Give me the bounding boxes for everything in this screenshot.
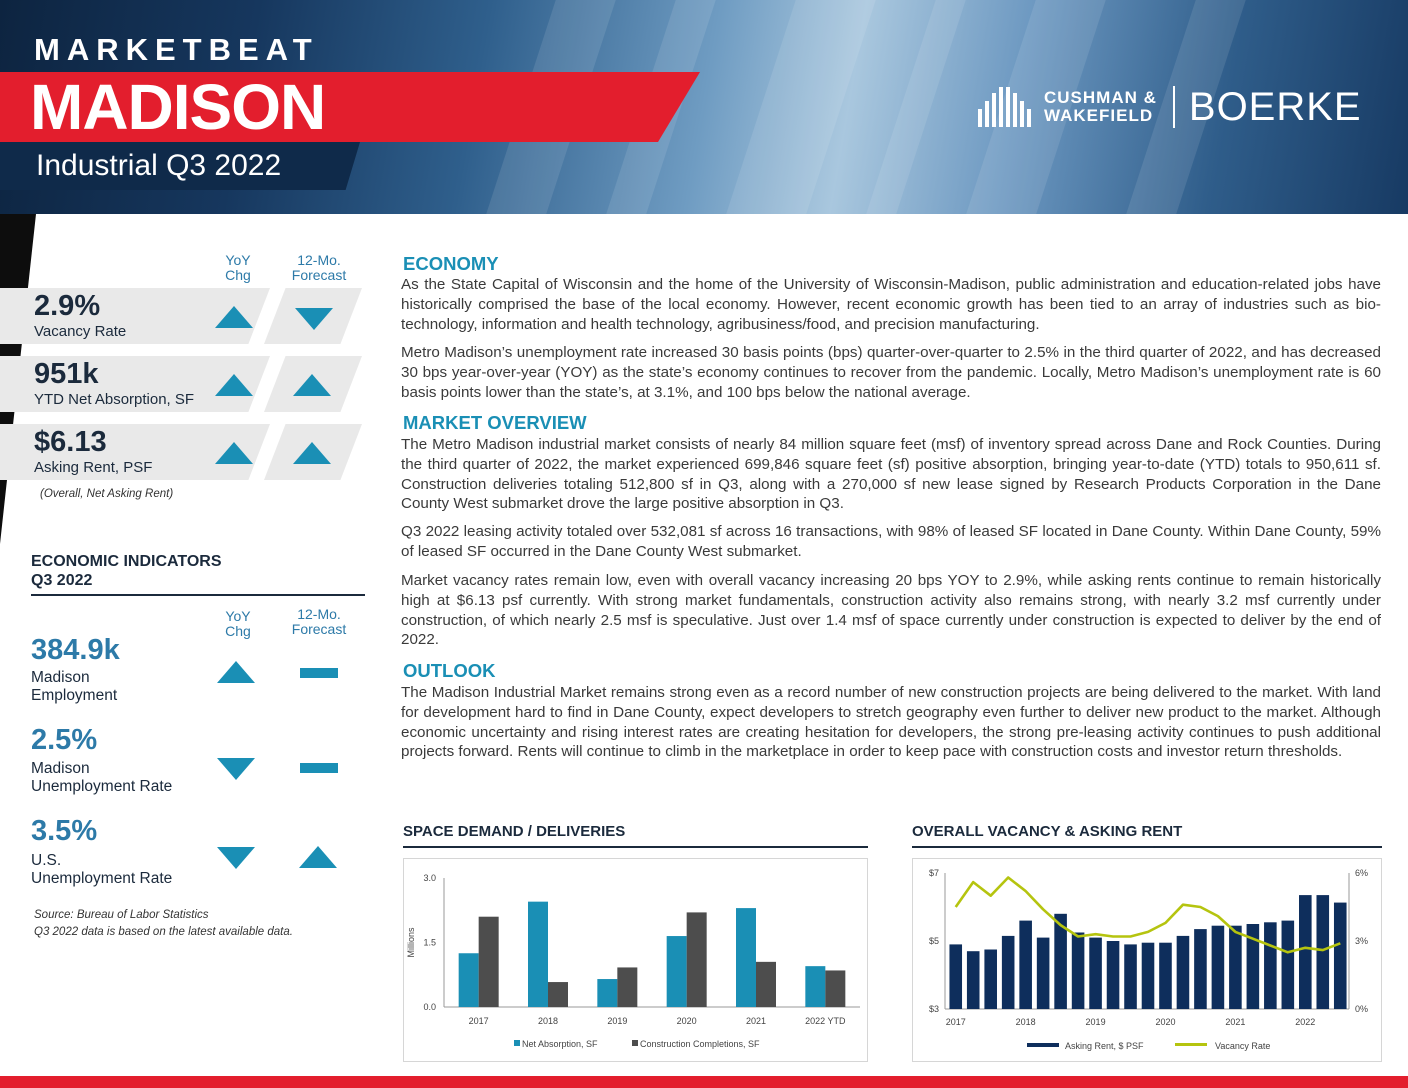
building-logo-icon bbox=[978, 87, 1034, 127]
outlook-heading: OUTLOOK bbox=[403, 660, 496, 681]
asking-rent-note: (Overall, Net Asking Rent) bbox=[40, 488, 174, 500]
bar-asking-rent bbox=[1194, 929, 1207, 1009]
economic-indicators-rule bbox=[31, 594, 365, 596]
bar-asking-rent bbox=[967, 951, 980, 1009]
outlook-paragraph: The Madison Industrial Market remains strong even as a record number of new construction projects are being delivered to the market. With land for development hard to find in Dane County, expect developers to stretch geography even further to deliver new product to the market. Although economic uncertainty and rising interest rates are creating hesitation for developers, the strong pre-leasing activity continues to push additional projects forward. Rents will continue to climb in the marketplace in order to keep pace with construction costs and investor return thresholds. bbox=[401, 684, 1381, 761]
x-tick-label: 2018 bbox=[1015, 1017, 1036, 1027]
chart-title-vacancy: OVERALL VACANCY & ASKING RENT bbox=[912, 823, 1183, 840]
legend-swatch bbox=[514, 1040, 520, 1046]
y-axis-label: Millions bbox=[406, 927, 416, 958]
left-tick-label: $3 bbox=[928, 1004, 939, 1014]
x-tick-label: 2017 bbox=[468, 1016, 489, 1026]
arrow-up-icon bbox=[217, 661, 255, 683]
metric-value: 2.9% bbox=[34, 290, 101, 322]
bar-asking-rent bbox=[1229, 926, 1242, 1009]
local-unemployment-value: 2.5% bbox=[31, 724, 98, 756]
arrow-up-icon bbox=[299, 846, 337, 868]
report-series-title: MARKETBEAT bbox=[34, 32, 319, 67]
x-tick-label: 2022 bbox=[1295, 1017, 1316, 1027]
bar-asking-rent bbox=[1142, 943, 1155, 1009]
market-overview-paragraph: Q3 2022 leasing activity totaled over 532,081 sf across 16 transactions, with 98% of leased SF located in Dane County. Within Dane County, 59% of leased SF occurred in the Dane County West submarket. bbox=[401, 523, 1381, 560]
bar-asking-rent bbox=[1282, 921, 1295, 1009]
x-tick-label: 2018 bbox=[537, 1016, 559, 1026]
x-tick-label: 2022 YTD bbox=[805, 1016, 846, 1026]
bar-asking-rent bbox=[1002, 936, 1015, 1009]
x-tick-label: 2020 bbox=[676, 1016, 697, 1026]
arrow-up-icon bbox=[215, 442, 253, 464]
report-subtitle: Industrial Q3 2022 bbox=[36, 149, 282, 182]
bar-asking-rent bbox=[949, 944, 962, 1009]
x-tick-label: 2017 bbox=[945, 1017, 966, 1027]
bar-asking-rent bbox=[1316, 895, 1329, 1009]
local-unemployment-label: Madison Unemployment Rate bbox=[31, 760, 173, 795]
metric-label: Asking Rent, PSF bbox=[34, 459, 153, 476]
chart-title-demand: SPACE DEMAND / DELIVERIES bbox=[403, 823, 626, 840]
right-tick-label: 3% bbox=[1355, 936, 1369, 946]
bar-completions bbox=[687, 912, 707, 1007]
logo-divider bbox=[1173, 86, 1175, 128]
bar-asking-rent bbox=[1177, 936, 1190, 1009]
bar-completions bbox=[756, 962, 776, 1007]
logo-line-2: WAKEFIELD bbox=[1044, 106, 1154, 125]
bar-asking-rent bbox=[1019, 921, 1032, 1009]
header-photo-stripe bbox=[858, 0, 972, 214]
economy-paragraph: Metro Madison’s unemployment rate increased 30 basis points (bps) quarter-over-quarter to 2.5% in the third quarter of 2022, and has decreased 30 bps year-over-year (YOY) as the state’s economy continues to recover from the pandemic. Locally, Metro Madison’s unemployment rate is 60 basis points lower than the state’s, at 3.1%, and 100 bps below the national average. bbox=[401, 344, 1381, 401]
metric-label: YTD Net Absorption, SF bbox=[34, 391, 195, 408]
market-overview-paragraph: The Metro Madison industrial market consists of nearly 84 million square feet (msf) of inventory spread across Dane and Rock Counties. During the third quarter of 2022, the market experienced 699,846 square feet (sf) positive absorption, bringing year-to-date (YTD) totals to 950,611 sf. Construction deliveries totaling 512,800 sf in Q3, along with a 270,000 sf new lease signed by Research Products Corporation in the Dane County West submarket drove the large positive absorption in Q3. bbox=[401, 436, 1381, 513]
x-tick-label: 2020 bbox=[1155, 1017, 1176, 1027]
economy-paragraph: As the State Capital of Wisconsin and the home of the University of Wisconsin-Madison, public administration and education-related jobs have historically comprised the base of the local economy. However, recent economic growth has been tied to an array of industries such as bio-technology, information and health technology, agribusiness/food, and precision manufacturing. bbox=[401, 276, 1381, 333]
vacancy-chart-panel bbox=[912, 858, 1382, 1062]
metric-label: Vacancy Rate bbox=[34, 323, 127, 340]
legend-swatch-rent bbox=[1027, 1043, 1059, 1047]
bar-asking-rent bbox=[984, 950, 997, 1010]
metric-asking-rent bbox=[0, 424, 362, 480]
legend-swatch bbox=[632, 1040, 638, 1046]
logo-line-1: CUSHMAN & bbox=[1044, 88, 1157, 107]
y-tick-label: 0.0 bbox=[423, 1002, 436, 1012]
bar-asking-rent bbox=[1264, 922, 1277, 1009]
bar-completions bbox=[617, 967, 637, 1007]
y-tick-label: 1.5 bbox=[423, 937, 436, 948]
legend-label: Asking Rent, $ PSF bbox=[1065, 1041, 1144, 1051]
legend-label: Construction Completions, SF bbox=[640, 1039, 760, 1049]
employment-value: 384.9k bbox=[31, 634, 120, 666]
demand-chart-panel bbox=[403, 858, 868, 1062]
source-line: Q3 2022 data is based on the latest available data. bbox=[34, 926, 293, 938]
metrics-forecast-header: 12-Mo. Forecast bbox=[291, 252, 347, 283]
arrow-down-icon bbox=[217, 847, 255, 869]
legend-swatch-vacancy bbox=[1175, 1043, 1207, 1046]
bar-asking-rent bbox=[1334, 903, 1347, 1009]
economic-yoy-header: YoY Chg bbox=[225, 608, 251, 639]
bar-net-absorption bbox=[805, 966, 825, 1007]
flat-dash-icon bbox=[300, 668, 338, 678]
economic-forecast-header: 12-Mo. Forecast bbox=[291, 606, 347, 637]
header-photo-stripe bbox=[718, 0, 882, 214]
bar-asking-rent bbox=[1089, 938, 1102, 1009]
us-unemployment-value: 3.5% bbox=[31, 815, 98, 847]
economic-indicators-period: Q3 2022 bbox=[31, 572, 93, 589]
metric-value: 951k bbox=[34, 358, 99, 390]
chart-rule bbox=[912, 846, 1382, 848]
chart-rule bbox=[403, 846, 868, 848]
right-tick-label: 6% bbox=[1355, 868, 1369, 878]
left-tick-label: $5 bbox=[928, 936, 939, 946]
y-tick-label: 3.0 bbox=[423, 873, 436, 883]
market-overview-heading: MARKET OVERVIEW bbox=[403, 412, 587, 433]
report-city-title: MADISON bbox=[30, 71, 326, 143]
arrow-up-icon bbox=[215, 374, 253, 396]
left-tick-label: $7 bbox=[928, 868, 939, 878]
bar-completions bbox=[825, 970, 845, 1007]
bar-asking-rent bbox=[1212, 926, 1225, 1009]
space-demand-chart bbox=[404, 859, 867, 1061]
bar-net-absorption bbox=[597, 979, 617, 1007]
source-line: Source: Bureau of Labor Statistics bbox=[34, 909, 209, 921]
vacancy-rent-chart bbox=[913, 859, 1381, 1061]
arrow-up-icon bbox=[293, 374, 331, 396]
logo-wordmark bbox=[1044, 89, 1157, 125]
bar-net-absorption bbox=[667, 936, 687, 1007]
bar-asking-rent bbox=[1107, 941, 1120, 1009]
footer-red-bar bbox=[0, 1076, 1408, 1088]
bar-asking-rent bbox=[1299, 895, 1312, 1009]
arrow-down-icon bbox=[217, 758, 255, 780]
metric-vacancy-rate bbox=[0, 288, 362, 344]
bar-asking-rent bbox=[1072, 933, 1085, 1010]
us-unemployment-label: U.S. Unemployment Rate bbox=[31, 852, 173, 887]
bar-completions bbox=[548, 982, 568, 1007]
arrow-up-icon bbox=[215, 306, 253, 328]
bar-asking-rent bbox=[1124, 944, 1137, 1009]
bar-asking-rent bbox=[1037, 938, 1050, 1009]
right-tick-label: 0% bbox=[1355, 1004, 1369, 1014]
bar-completions bbox=[479, 917, 499, 1007]
market-overview-paragraph: Market vacancy rates remain low, even with overall vacancy increasing 20 bps YOY to 2.9%, while asking rents continue to remain historically high at $6.13 psf currently. With strong market fundamentals, construction activity also remains strong, with nearly 3.2 msf currently under construction, of which nearly 2.5 msf is speculative. Just over 1.4 msf of space currently under construction is expected to deliver by the end of 2022. bbox=[401, 572, 1381, 649]
metrics-yoy-header: YoY Chg bbox=[225, 252, 251, 283]
x-tick-label: 2019 bbox=[607, 1016, 628, 1026]
report-header bbox=[0, 0, 1408, 214]
arrow-down-icon bbox=[295, 308, 333, 330]
metric-net-absorption bbox=[0, 356, 362, 412]
x-tick-label: 2019 bbox=[1085, 1017, 1106, 1027]
bar-net-absorption bbox=[736, 908, 756, 1007]
data-source-note bbox=[34, 907, 293, 941]
bar-net-absorption bbox=[528, 902, 548, 1007]
flat-dash-icon bbox=[300, 763, 338, 773]
legend-label: Net Absorption, SF bbox=[522, 1039, 598, 1049]
x-tick-label: 2021 bbox=[1225, 1017, 1246, 1027]
company-logo bbox=[978, 86, 1362, 128]
logo-partner: BOERKE bbox=[1188, 84, 1362, 129]
economy-heading: ECONOMY bbox=[403, 253, 499, 274]
bar-asking-rent bbox=[1159, 943, 1172, 1009]
bar-net-absorption bbox=[459, 953, 479, 1007]
x-tick-label: 2021 bbox=[745, 1016, 767, 1026]
economic-indicators-heading: ECONOMIC INDICATORS bbox=[31, 553, 222, 570]
metric-value: $6.13 bbox=[34, 426, 107, 458]
legend-label: Vacancy Rate bbox=[1215, 1041, 1271, 1051]
arrow-up-icon bbox=[293, 442, 331, 464]
employment-label: Madison Employment bbox=[31, 669, 118, 704]
economic-indicators-title bbox=[31, 552, 222, 590]
